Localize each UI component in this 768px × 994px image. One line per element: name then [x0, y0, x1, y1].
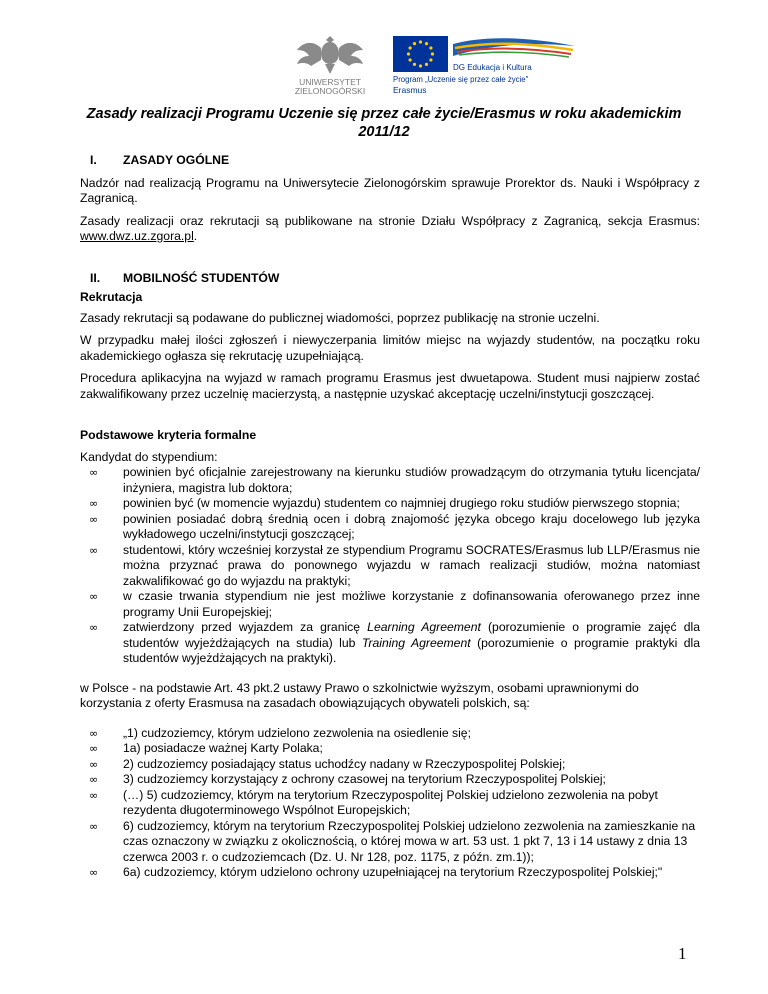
list-item: ∞ 3) cudzoziemcy korzystający z ochrony czasowej na terytorium Rzeczypospolitej Polskiej;: [89, 772, 606, 786]
page-number: 1: [678, 944, 687, 963]
bullet-icon: ∞: [89, 497, 99, 510]
header-logos: [0, 32, 768, 96]
paragraph: w Polsce - na podstawie Art. 43 pkt.2 ustawy Prawo o szkolnictwie wyższym, osobami uprawnionymi do korzystania z oferty Erasmusa na zasadach obowiązujących obywateli polskich, są:: [80, 680, 639, 710]
subsection-heading: Rekrutacja: [80, 290, 143, 304]
bullet-icon: ∞: [89, 621, 99, 634]
bullet-icon: ∞: [89, 819, 99, 833]
eu-dg-label: DG Edukacja i Kultura: [453, 63, 532, 72]
bullet-icon: ∞: [89, 788, 99, 802]
section-number: I.: [90, 153, 97, 167]
bullet-icon: ∞: [89, 543, 99, 557]
paragraph: W przypadku małej ilości zgłoszeń i niewyczerpania limitów miejsc na wyjazdy studentów, na początku roku akademickiego ogłasza się rekrutację uzupełniającą.: [80, 333, 700, 363]
list-item: ∞ zatwierdzony przed wyjazdem za granicę Learning Agreement (porozumienie o programie zajęć dla studentów wyjeżdżających na studia) lub Training Agreement (porozumienie o programie praktyki dla studentów wyjeżdżających na praktyki).: [89, 620, 700, 665]
criteria-list: [80, 465, 700, 667]
dwz-website-link[interactable]: www.dwz.uz.zgora.pl: [80, 229, 194, 243]
section-heading: [80, 153, 700, 169]
list-item: ∞ 2) cudzoziemcy posiadający status uchodźcy nadany w Rzeczypospolitej Polskiej;: [89, 756, 566, 771]
list-item: ∞ studentowi, który wcześniej korzystał ze stypendium Programu SOCRATES/Erasmus lub LLP/Erasmus nie można przyznać prawa do ponownego wyjazdu w ramach realizacji studiów, można natomiast zakwalifikować go do wyjazdu na praktyki;: [89, 542, 700, 588]
eligible-persons-list: [80, 726, 700, 881]
university-name-line2: ZIELONOGÓRSKI: [294, 86, 366, 96]
bullet-icon: ∞: [89, 466, 99, 479]
section-title: MOBILNOŚĆ STUDENTÓW: [123, 270, 280, 285]
list-item: ∞ 6) cudzoziemcy, którym na terytorium Rzeczypospolitej Polskiej udzielono zezwolenia na zamieszkanie na czas oznaczony w związku z okolicznością, o której mowa w art. 53 ust. 1 pkt 7, 13 i 14 ustawy z dnia 13 czerwca 2003 r. o cudzoziemcach (Dz. U. Nr 128, poz. 1175, z późn. zm.1));: [89, 818, 696, 864]
paragraph: Nadzór nad realizacją Programu na Uniwersytecie Zielonogórskim sprawuje Prorektor ds. Nauki i Współpracy z Zagranicą.: [80, 175, 700, 205]
subsection-heading: Podstawowe kryteria formalne: [80, 428, 257, 442]
list-item: ∞ 6a) cudzoziemcy, którym udzielono ochrony uzupełniającej na terytorium Rzeczypospolitej Polskiej;": [89, 865, 663, 879]
section-heading: [80, 271, 700, 287]
section-number: II.: [90, 270, 101, 285]
section-title: ZASADY OGÓLNE: [123, 153, 230, 167]
university-eagle-logo: [283, 32, 378, 98]
list-item: ∞ „1) cudzoziemcy, którym udzielono zezwolenia na osiedlenie się;: [89, 725, 471, 740]
university-name-line1: UNIWERSYTET: [299, 77, 361, 87]
paragraph-with-link: Zasady realizacji oraz rekrutacji są publikowane na stronie Działu Współpracy z Zagranicą, sekcja Erasmus: www.dwz.uz.zgora.pl.: [80, 213, 700, 243]
list-item: ∞ powinien być (w momencie wyjazdu) studentem co najmniej drugiego roku studiów pierwszego stopnia;: [89, 496, 680, 510]
bullet-icon: ∞: [89, 773, 99, 786]
paragraph: Zasady rekrutacji są podawane do publicznej wiadomości, poprzez publikację na stronie uczelni.: [80, 310, 600, 325]
list-item: ∞ w czasie trwania stypendium nie jest możliwe korzystanie z dofinansowania oferowanego przez inne programy Unii Europejskiej;: [89, 589, 700, 619]
bullet-icon: ∞: [89, 512, 99, 526]
list-item: ∞ (…) 5) cudzoziemcy, którym na terytorium Rzeczypospolitej Polskiej udzielono zezwolenia na pobyt rezydenta długoterminowego Wspólnot Europejskich;: [89, 787, 658, 817]
bullet-icon: ∞: [89, 726, 99, 740]
criteria-intro: Kandydat do stypendium:: [80, 449, 218, 464]
bullet-icon: ∞: [89, 866, 99, 879]
list-item: ∞ 1a) posiadacze ważnej Karty Polaka;: [89, 741, 323, 755]
list-item: ∞ powinien posiadać dobrą średnią ocen i dobrą znajomość języka obcego kraju docelowego lub języka wykładowego uczelni/instytucji goszczącej;: [89, 511, 700, 541]
list-item: ∞ powinien być oficjalnie zarejestrowany na kierunku studiów prowadzącym do otrzymania tytułu licencjata/ inżyniera, magistra lub doktora;: [89, 465, 700, 495]
document-title: Zasady realizacji Programu Uczenie się przez całe życie/Erasmus w roku akademickim 2011/12: [86, 106, 682, 140]
paragraph: Procedura aplikacyjna na wyjazd w ramach programu Erasmus jest dwuetapowa. Student musi najpierw zostać zakwalifikowany przez uczelnię macierzystą, a następnie uzyskać akceptację uczelni/instytucji goszczącej.: [80, 371, 700, 401]
llp-program-label: Program „Uczenie się przez całe życie": [393, 75, 529, 84]
erasmus-label: Erasmus: [393, 85, 427, 95]
bullet-icon: ∞: [89, 757, 99, 771]
bullet-icon: ∞: [89, 590, 99, 603]
bullet-icon: ∞: [89, 742, 99, 755]
erasmus-llp-logo: [393, 34, 578, 96]
document-body: [80, 153, 700, 881]
